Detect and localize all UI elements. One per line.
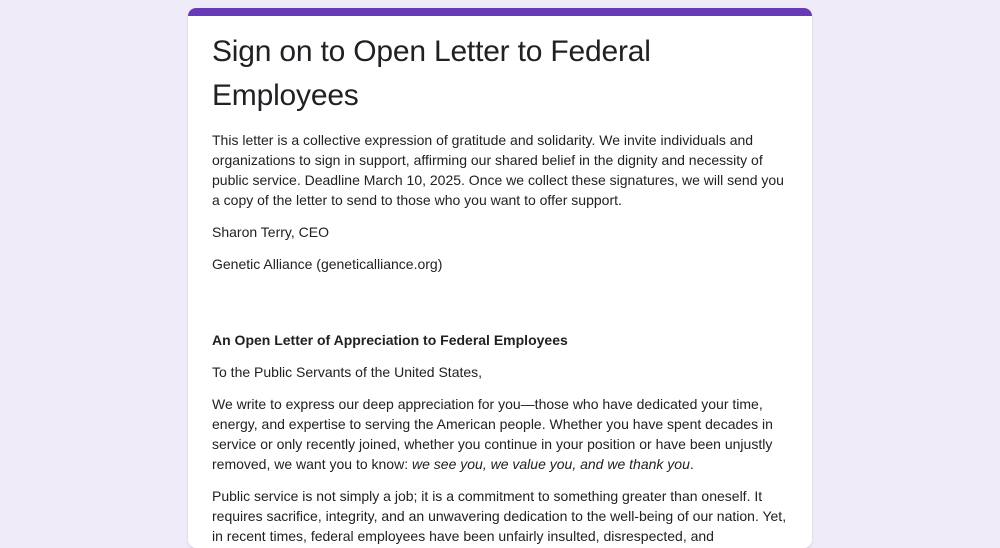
letter-paragraph-1-text: We write to express our deep appreciation for you—those who have dedicated your time, energy, and expertise to serving the American people. Whether you have spent decades in service or only recently joined, whether you continue in your position or have been unjustly removed, we want you to know:: [212, 396, 773, 472]
letter-emphasis-see: we see you: [412, 456, 483, 472]
spacer: [212, 286, 792, 330]
letter-paragraph-1-end: .: [689, 456, 694, 472]
letter-emphasis-value: we value you: [490, 456, 573, 472]
letter-salutation: To the Public Servants of the United States,: [212, 364, 483, 380]
form-signer: Sharon Terry, CEO: [212, 224, 329, 240]
letter-separator-1: ,: [482, 456, 491, 472]
form-organization: Genetic Alliance (geneticalliance.org): [212, 256, 443, 272]
form-title: Sign on to Open Letter to Federal Employees: [212, 35, 651, 112]
letter-emphasis-thank: we thank you: [607, 456, 690, 472]
letter-paragraph-2: Public service is not simply a job; it is a commitment to something greater than oneself. It requires sacrifice, integrity, and an unwavering dedication to the well-being of our nation. Yet, in recent times, federal employees have been unfairly insulted, disrespected, and: [212, 488, 787, 544]
form-accent-bar: [188, 8, 812, 16]
form-header: [212, 30, 792, 548]
letter-separator-2: , and: [572, 456, 608, 472]
form-card: [188, 8, 812, 548]
form-description: This letter is a collective expression of gratitude and solidarity. We invite individuals and organizations to sign in support, affirming our shared belief in the dignity and necessity of public service. Deadline March 10, 2025. Once we collect these signatures, we will send you a copy of the letter to send to those who you want to offer support.: [212, 132, 784, 208]
letter-heading: An Open Letter of Appreciation to Federal Employees: [212, 332, 568, 348]
letter-paragraph-1: [212, 394, 792, 474]
